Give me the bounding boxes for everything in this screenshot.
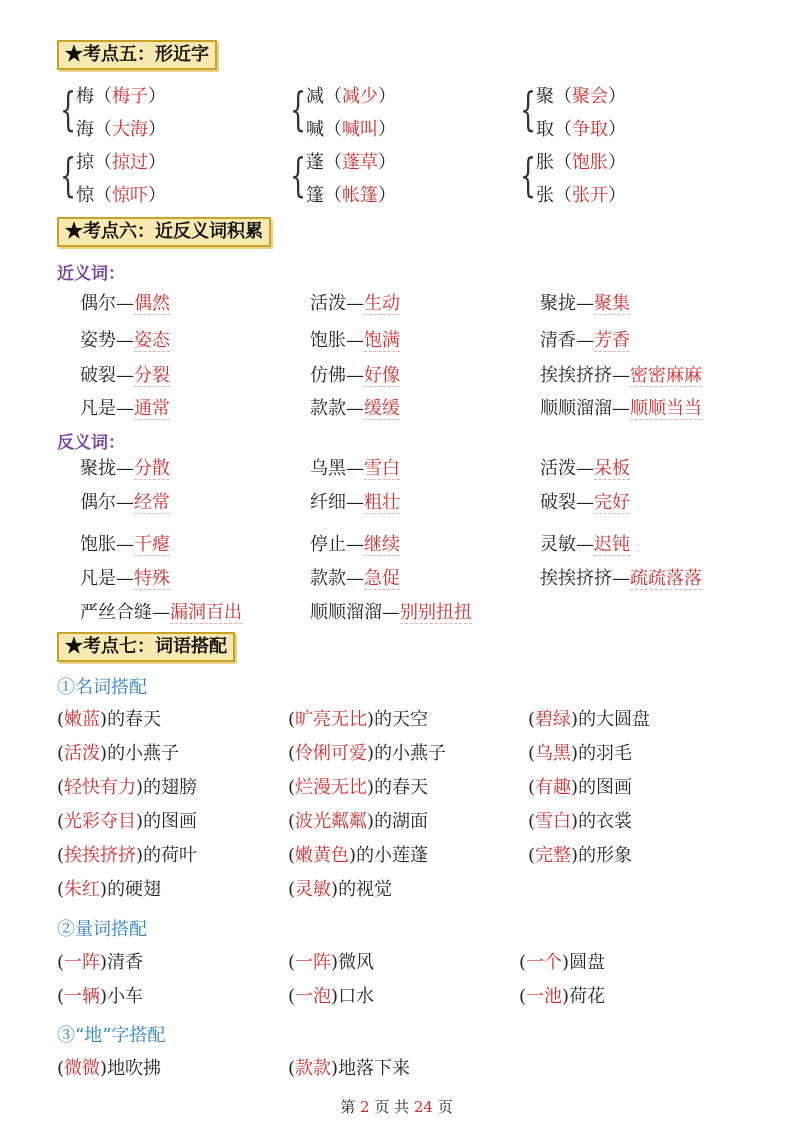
synonym-answer: 饱满 [364,330,400,351]
noun-collocation [528,809,632,835]
section-title-7: ★考点七：词语搭配 [57,632,235,662]
synonym-word: 聚拢— [540,293,594,314]
antonym-answer: 漏洞百出 [170,602,242,623]
paren-close: ) [136,845,144,866]
paren-close: ) [367,743,375,764]
antonym-answer: 特殊 [134,568,170,589]
noun-collocation [288,741,446,767]
antonym-word: 严丝合缝— [80,602,170,623]
modifier-answer: 波光粼粼 [295,811,368,832]
paren-close: ） [148,86,166,107]
base-character: 张 [536,185,554,206]
brace-icon: { [290,82,307,136]
paren-open: （ [324,119,342,140]
noun-phrase: 的春天 [374,777,429,798]
modifier-answer: 活泼 [64,743,101,764]
antonym-word: 偶尔— [80,492,134,513]
paren-open: （ [324,86,342,107]
synonym-word: 款款— [310,398,364,419]
brace-icon: { [290,148,307,202]
measure-collocation [519,984,605,1010]
noun-phrase: 的衣裳 [578,811,633,832]
paren-close: ) [100,879,108,900]
synonym-pair [310,328,400,354]
synonym-pair [80,328,170,354]
footer-suffix: 页 [437,1098,453,1116]
char-group-line [306,183,396,209]
paren-open: ( [288,709,296,730]
noun-collocation-label: ①名词搭配 [57,677,147,698]
noun-phrase: 的图画 [143,811,198,832]
antonym-pair [540,566,702,592]
paren-close: ） [608,119,626,140]
paren-open: （ [94,86,112,107]
modifier-answer: 嫩蓝 [64,709,101,730]
paren-close: ) [571,709,579,730]
base-character: 篷 [306,185,324,206]
modifier-answer: 光彩夺目 [64,811,137,832]
paren-close: ） [148,119,166,140]
paren-close: ） [378,185,396,206]
paren-close: ) [100,952,108,973]
antonym-answer: 迟钝 [594,534,630,555]
antonym-answer: 呆板 [594,458,630,479]
modifier-answer: 乌黑 [535,743,572,764]
synonym-pair [540,396,702,422]
noun-phrase: 的形象 [578,845,633,866]
paren-open: ( [528,811,536,832]
noun-phrase: 的图画 [578,777,633,798]
measure-collocation-label: ②量词搭配 [57,919,147,940]
synonym-pair [310,291,400,317]
noun-collocation [528,707,650,733]
paren-close: ) [562,952,570,973]
paren-close: ) [349,845,357,866]
paren-close: ) [367,811,375,832]
synonym-answer: 姿态 [134,330,170,351]
antonym-word: 灵敏— [540,534,594,555]
measure-answer: 一阵 [295,952,332,973]
noun-phrase: 的小燕子 [374,743,447,764]
paren-open: ( [519,986,527,1007]
paren-close: ） [148,185,166,206]
noun-phrase: 的荷叶 [143,845,198,866]
section-title-6: ★考点六：近反义词积累 [57,217,271,247]
synonym-answer: 聚集 [594,293,630,314]
paren-open: （ [554,86,572,107]
paren-open: ( [288,1058,296,1079]
noun-phrase: 的湖面 [374,811,429,832]
paren-open: ( [288,879,296,900]
paren-open: ( [528,709,536,730]
total-page-count: 24 [413,1098,433,1116]
antonym-word: 纤细— [310,492,364,513]
antonym-word: 凡是— [80,568,134,589]
answer-word: 蓬草 [342,152,378,173]
synonym-word: 偶尔— [80,293,134,314]
measure-noun: 口水 [338,986,375,1007]
paren-open: ( [57,986,65,1007]
noun-phrase: 的大圆盘 [578,709,651,730]
brace-icon: { [520,148,537,202]
antonym-answer: 分散 [134,458,170,479]
antonym-pair [80,600,242,626]
measure-noun: 清香 [107,952,144,973]
measure-noun: 圆盘 [569,952,606,973]
base-character: 胀 [536,152,554,173]
paren-open: ( [57,845,65,866]
noun-phrase: 的羽毛 [578,743,633,764]
paren-close: ) [571,811,579,832]
antonym-word: 款款— [310,568,364,589]
noun-collocation [528,843,632,869]
answer-word: 掠过 [112,152,148,173]
char-group-line [76,117,166,143]
synonym-answer: 分裂 [134,365,170,386]
noun-phrase: 的小燕子 [107,743,180,764]
paren-open: ( [288,743,296,764]
measure-collocation [519,950,605,976]
antonym-answer: 别别扭扭 [400,602,472,623]
synonym-label: 近义词： [57,264,125,284]
base-character: 惊 [76,185,94,206]
adverbial-collocation [57,1056,161,1082]
paren-close: ) [571,845,579,866]
synonym-answer: 密密麻麻 [630,365,702,386]
antonym-pair [80,456,170,482]
modifier-answer: 灵敏 [295,879,332,900]
synonym-pair [540,328,630,354]
answer-word: 梅子 [112,86,148,107]
noun-collocation [288,877,392,903]
paren-close: ) [100,709,108,730]
paren-open: ( [57,879,65,900]
base-character: 海 [76,119,94,140]
synonym-answer: 偶然 [134,293,170,314]
antonym-word: 活泼— [540,458,594,479]
antonym-word: 饱胀— [80,534,134,555]
char-group-line [306,150,396,176]
paren-close: ) [331,952,339,973]
answer-word: 喊叫 [342,119,378,140]
paren-open: ( [519,952,527,973]
char-group-line [76,183,166,209]
antonym-pair [310,456,400,482]
synonym-pair [80,396,170,422]
synonym-word: 凡是— [80,398,134,419]
base-character: 取 [536,119,554,140]
antonym-pair [310,600,472,626]
noun-collocation [57,707,161,733]
measure-collocation [288,984,374,1010]
antonym-pair [540,532,630,558]
noun-collocation [57,843,197,869]
synonym-word: 活泼— [310,293,364,314]
adverb-answer: 微微 [64,1058,101,1079]
noun-collocation [57,809,197,835]
base-character: 减 [306,86,324,107]
paren-close: ) [562,986,570,1007]
noun-collocation [288,843,428,869]
synonym-word: 饱胀— [310,330,364,351]
measure-answer: 一池 [526,986,563,1007]
footer-prefix: 第 [340,1098,356,1116]
synonym-answer: 顺顺当当 [630,398,702,419]
antonym-pair [310,566,400,592]
page-footer [0,1096,793,1117]
current-page-number: 2 [360,1098,370,1116]
synonym-answer: 生动 [364,293,400,314]
synonym-word: 仿佛— [310,365,364,386]
measure-answer: 一个 [526,952,563,973]
modifier-answer: 碧绿 [535,709,572,730]
paren-close: ) [100,743,108,764]
paren-open: ( [57,743,65,764]
noun-collocation [288,707,428,733]
modifier-answer: 嫩黄色 [295,845,350,866]
adverbial-collocation [288,1056,410,1082]
modifier-answer: 挨挨挤挤 [64,845,137,866]
synonym-pair [310,396,400,422]
antonym-word: 乌黑— [310,458,364,479]
verb-phrase: 地吹拂 [107,1058,162,1079]
char-group-line [536,117,626,143]
synonym-pair [310,363,400,389]
paren-open: （ [554,152,572,173]
measure-noun: 微风 [338,952,375,973]
paren-close: ) [100,986,108,1007]
char-group-line [536,84,626,110]
paren-close: ) [367,777,375,798]
char-group-line [76,150,166,176]
base-character: 梅 [76,86,94,107]
paren-open: ( [528,777,536,798]
noun-collocation [57,775,197,801]
antonym-pair [310,532,400,558]
paren-close: ) [100,1058,108,1079]
noun-phrase: 的天空 [374,709,429,730]
paren-open: （ [324,185,342,206]
antonym-word: 停止— [310,534,364,555]
paren-close: ） [608,185,626,206]
synonym-word: 顺顺溜溜— [540,398,630,419]
footer-middle: 页 共 [374,1098,410,1116]
paren-close: ） [608,86,626,107]
paren-close: ) [331,1058,339,1079]
paren-open: ( [288,952,296,973]
synonym-pair [540,363,702,389]
modifier-answer: 旷亮无比 [295,709,368,730]
paren-close: ) [571,777,579,798]
antonym-word: 聚拢— [80,458,134,479]
antonym-answer: 经常 [134,492,170,513]
antonym-pair [80,490,170,516]
paren-close: ) [367,709,375,730]
paren-close: ) [571,743,579,764]
section-title-5: ★考点五：形近字 [57,40,217,70]
antonym-answer: 疏疏落落 [630,568,702,589]
answer-word: 惊吓 [112,185,148,206]
paren-close: ） [378,86,396,107]
paren-open: ( [288,777,296,798]
paren-open: （ [554,185,572,206]
answer-word: 帐篷 [342,185,378,206]
measure-answer: 一阵 [64,952,101,973]
noun-phrase: 的硬翅 [107,879,162,900]
synonym-answer: 芳香 [594,330,630,351]
synonym-pair [540,291,630,317]
paren-open: （ [94,119,112,140]
synonym-pair [80,363,170,389]
base-character: 掠 [76,152,94,173]
measure-collocation [57,984,143,1010]
antonym-word: 挨挨挤挤— [540,568,630,589]
noun-collocation [57,741,179,767]
paren-open: ( [57,811,65,832]
antonym-word: 破裂— [540,492,594,513]
answer-word: 大海 [112,119,148,140]
modifier-answer: 完整 [535,845,572,866]
answer-word: 张开 [572,185,608,206]
paren-open: ( [57,777,65,798]
modifier-answer: 朱红 [64,879,101,900]
adverb-answer: 款款 [295,1058,332,1079]
synonym-word: 破裂— [80,365,134,386]
noun-phrase: 的视觉 [338,879,393,900]
brace-icon: { [60,148,77,202]
antonym-pair [310,490,400,516]
antonym-label: 反义词： [57,433,125,453]
modifier-answer: 轻快有力 [64,777,137,798]
measure-answer: 一泡 [295,986,332,1007]
noun-collocation [57,877,161,903]
paren-close: ) [331,986,339,1007]
paren-close: ) [136,811,144,832]
modifier-answer: 伶俐可爱 [295,743,368,764]
measure-collocation [57,950,143,976]
measure-collocation [288,950,374,976]
noun-collocation [288,775,428,801]
noun-phrase: 的翅膀 [143,777,198,798]
paren-open: ( [57,1058,65,1079]
adverbial-collocation-label: ③“地”字搭配 [57,1025,166,1046]
synonym-answer: 好像 [364,365,400,386]
measure-noun: 荷花 [569,986,606,1007]
synonym-answer: 缓缓 [364,398,400,419]
modifier-answer: 雪白 [535,811,572,832]
paren-open: （ [554,119,572,140]
antonym-answer: 继续 [364,534,400,555]
paren-open: ( [288,845,296,866]
measure-noun: 小车 [107,986,144,1007]
synonym-pair [80,291,170,317]
antonym-pair [80,566,170,592]
measure-answer: 一辆 [64,986,101,1007]
paren-close: ） [378,152,396,173]
antonym-pair [80,532,170,558]
paren-open: ( [288,986,296,1007]
noun-phrase: 的春天 [107,709,162,730]
paren-close: ） [608,152,626,173]
noun-phrase: 的小莲蓬 [356,845,429,866]
paren-open: ( [528,743,536,764]
paren-open: ( [528,845,536,866]
antonym-word: 顺顺溜溜— [310,602,400,623]
antonym-answer: 干瘪 [134,534,170,555]
antonym-pair [540,490,630,516]
noun-collocation [528,741,632,767]
modifier-answer: 有趣 [535,777,572,798]
char-group-line [306,84,396,110]
char-group-line [536,183,626,209]
paren-open: ( [288,811,296,832]
synonym-word: 清香— [540,330,594,351]
antonym-answer: 雪白 [364,458,400,479]
paren-open: ( [57,952,65,973]
brace-icon: { [60,82,77,136]
antonym-answer: 粗壮 [364,492,400,513]
brace-icon: { [520,82,537,136]
antonym-answer: 急促 [364,568,400,589]
paren-close: ） [148,152,166,173]
answer-word: 饱胀 [572,152,608,173]
paren-close: ) [136,777,144,798]
answer-word: 减少 [342,86,378,107]
modifier-answer: 烂漫无比 [295,777,368,798]
base-character: 蓬 [306,152,324,173]
char-group-line [536,150,626,176]
answer-word: 争取 [572,119,608,140]
paren-close: ） [378,119,396,140]
paren-open: （ [94,185,112,206]
paren-open: （ [324,152,342,173]
verb-phrase: 地落下来 [338,1058,411,1079]
base-character: 聚 [536,86,554,107]
base-character: 喊 [306,119,324,140]
paren-close: ) [331,879,339,900]
antonym-answer: 完好 [594,492,630,513]
paren-open: ( [57,709,65,730]
synonym-answer: 通常 [134,398,170,419]
antonym-pair [540,456,630,482]
char-group-line [76,84,166,110]
paren-open: （ [94,152,112,173]
answer-word: 聚会 [572,86,608,107]
synonym-word: 姿势— [80,330,134,351]
char-group-line [306,117,396,143]
noun-collocation [288,809,428,835]
noun-collocation [528,775,632,801]
synonym-word: 挨挨挤挤— [540,365,630,386]
